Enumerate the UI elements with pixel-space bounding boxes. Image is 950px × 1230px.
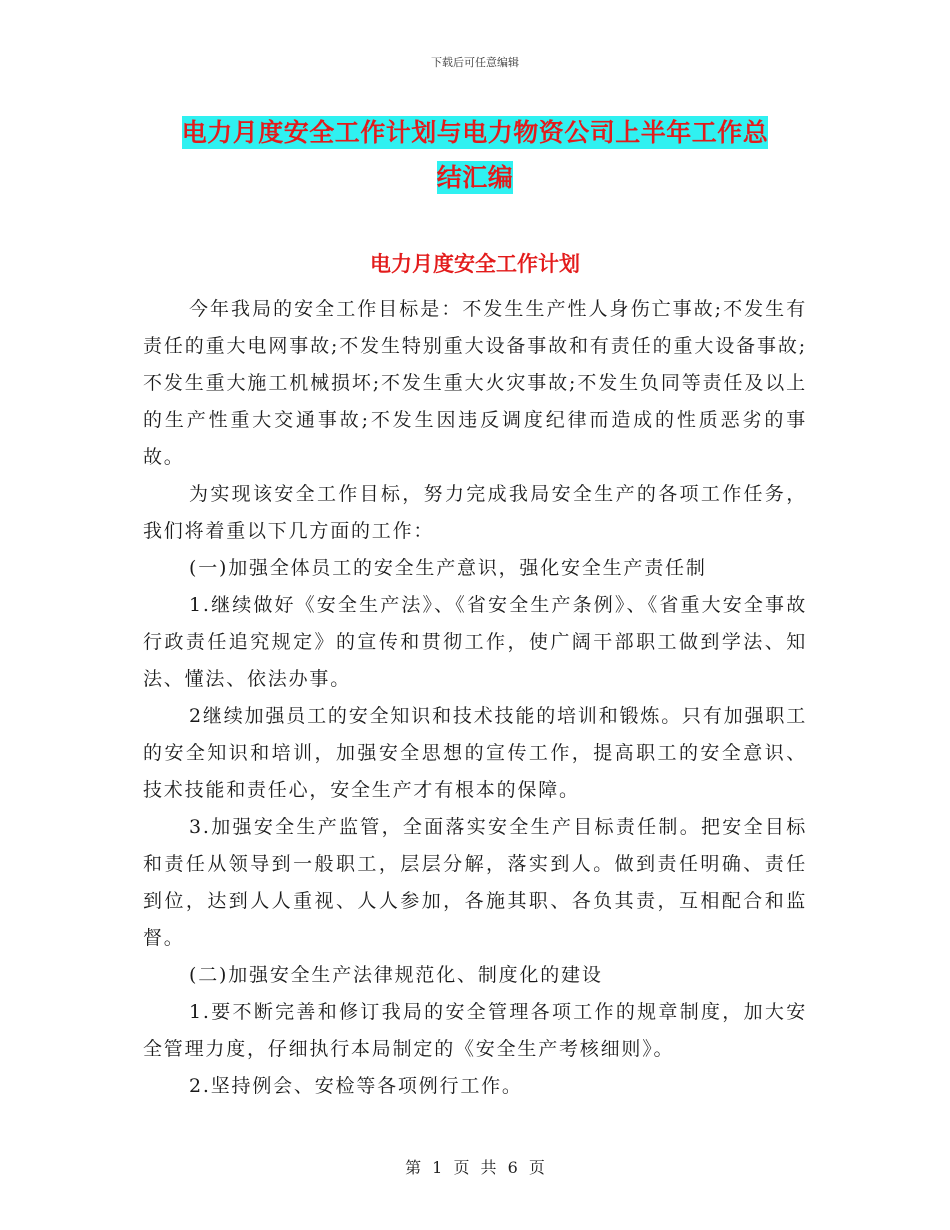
page-footer: 第 1 页 共 6 页 [405, 1158, 545, 1177]
paragraph: 今年我局的安全工作目标是：不发生生产性人身伤亡事故;不发生有责任的重大电网事故;不发生特别重大设备事故和有责任的重大设备事故;不发生重大施工机械损坏;不发生重大火灾事故;不发生负同等责任及以上的生产性重大交通事故;不发生因违反调度纪律而造成的性质恶劣的事故。 [143, 298, 807, 468]
paragraph: 为实现该安全工作目标，努力完成我局安全生产的各项工作任务，我们将着重以下几方面的工作： [143, 483, 807, 542]
paragraph: (二)加强安全生产法律规范化、制度化的建设 [189, 964, 603, 986]
document-body [143, 291, 807, 1105]
paragraph: 2继续加强员工的安全知识和技术技能的培训和锻炼。只有加强职工的安全知识和培训，加强安全思想的宣传工作，提高职工的安全意识、技术技能和责任心，安全生产才有根本的保障。 [143, 705, 807, 801]
paragraph: 1.继续做好《安全生产法》、《省安全生产条例》、《省重大安全事故行政责任追究规定》的宣传和贯彻工作，使广阔干部职工做到学法、知法、懂法、依法办事。 [143, 594, 807, 690]
section-title: 电力月度安全工作计划 [370, 252, 580, 276]
paragraph: 2.坚持例会、安检等各项例行工作。 [189, 1075, 523, 1097]
header-note: 下载后可任意编辑 [431, 56, 519, 69]
paragraph: 3.加强安全生产监管，全面落实安全生产目标责任制。把安全目标和责任从领导到一般职工，层层分解，落实到人。做到责任明确、责任到位，达到人人重视、人人参加，各施其职、各负其责，互相配合和监督。 [143, 816, 807, 949]
paragraph: (一)加强全体员工的安全生产意识，强化安全生产责任制 [189, 557, 707, 579]
document-title-line-2: 结汇编 [436, 163, 514, 192]
paragraph: 1.要不断完善和修订我局的安全管理各项工作的规章制度，加大安全管理力度，仔细执行本局制定的《安全生产考核细则》。 [143, 1001, 807, 1060]
document-title-line-1: 电力月度安全工作计划与电力物资公司上半年工作总 [181, 118, 769, 147]
